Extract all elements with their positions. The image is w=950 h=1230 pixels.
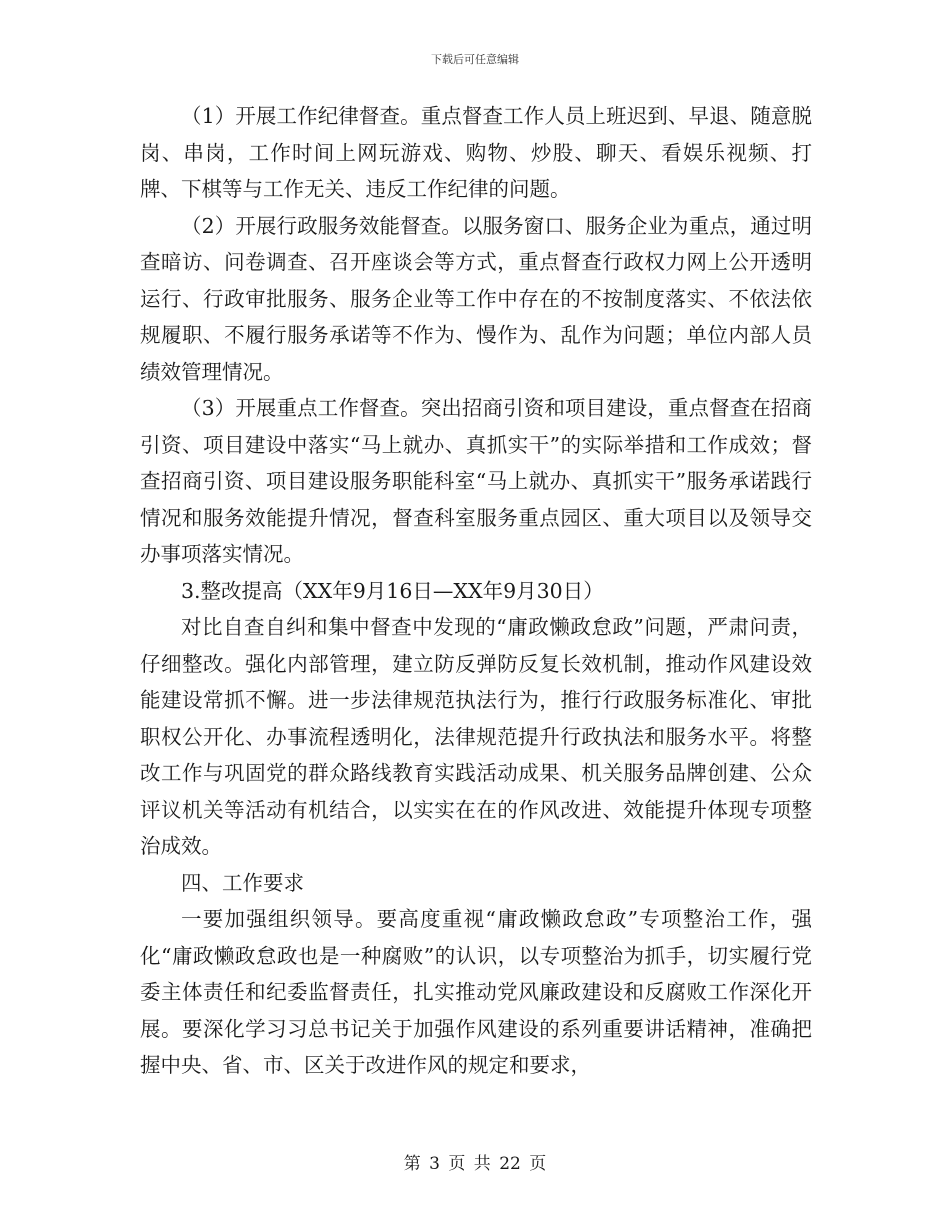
page-number: 第 3 页 共 22 页 [403,1154,547,1174]
page-header: 下载后可任意编辑 [431,53,519,66]
paragraph-key-work: （3）开展重点工作督查。突出招商引资和项目建设，重点督查在招商引资、项目建设中落实“马上就办、真抓实干”的实际举措和工作成效；督查招商引资、项目建设服务职能科室“马上就办、真抓实干”服务承诺践行情况和服务效能提升情况，督查科室服务重点园区、重大项目以及领导交办事项落实情况。 [140,396,812,566]
document-body [140,98,812,1084]
paragraph-rectification: 对比自查自纠和集中督查中发现的“庸政懒政怠政”问题，严肃问责，仔细整改。强化内部管理，建立防反弹防反复长效机制，推动作风建设效能建设常抓不懈。进一步法律规范执法行为，推行行政服务标准化、审批职权公开化、办事流程透明化，法律规范提升行政执法和服务水平。将整改工作与巩固党的群众路线教育实践活动成果、机关服务品牌创建、公众评议机关等活动有机结合，以实实在在的作风改进、效能提升体现专项整治成效。 [140,615,812,858]
paragraph-leadership: 一要加强组织领导。要高度重视“庸政懒政怠政”专项整治工作，强化“庸政懒政怠政也是一种腐败”的认识，以专项整治为抓手，切实履行党委主体责任和纪委监督责任，扎实推动党风廉政建设和反腐败工作深化开展。要深化学习习总书记关于加强作风建设的系列重要讲话精神，准确把握中央、省、市、区关于改进作风的规定和要求， [140,907,812,1077]
paragraph-work-discipline: （1）开展工作纪律督查。重点督查工作人员上班迟到、早退、随意脱岗、串岗，工作时间上网玩游戏、购物、炒股、聊天、看娱乐视频、打牌、下棋等与工作无关、违反工作纪律的问题。 [140,104,812,201]
section-heading-rectification: 3.整改提高（XX年9月16日—XX年9月30日） [181,578,604,603]
section-heading-requirements: 四、工作要求 [181,870,304,895]
paragraph-service-efficiency: （2）开展行政服务效能督查。以服务窗口、服务企业为重点，通过明查暗访、问卷调查、召开座谈会等方式，重点督查行政权力网上公开透明运行、行政审批服务、服务企业等工作中存在的不按制度落实、不依法依规履职、不履行服务承诺等不作为、慢作为、乱作为问题；单位内部人员绩效管理情况。 [140,213,812,384]
